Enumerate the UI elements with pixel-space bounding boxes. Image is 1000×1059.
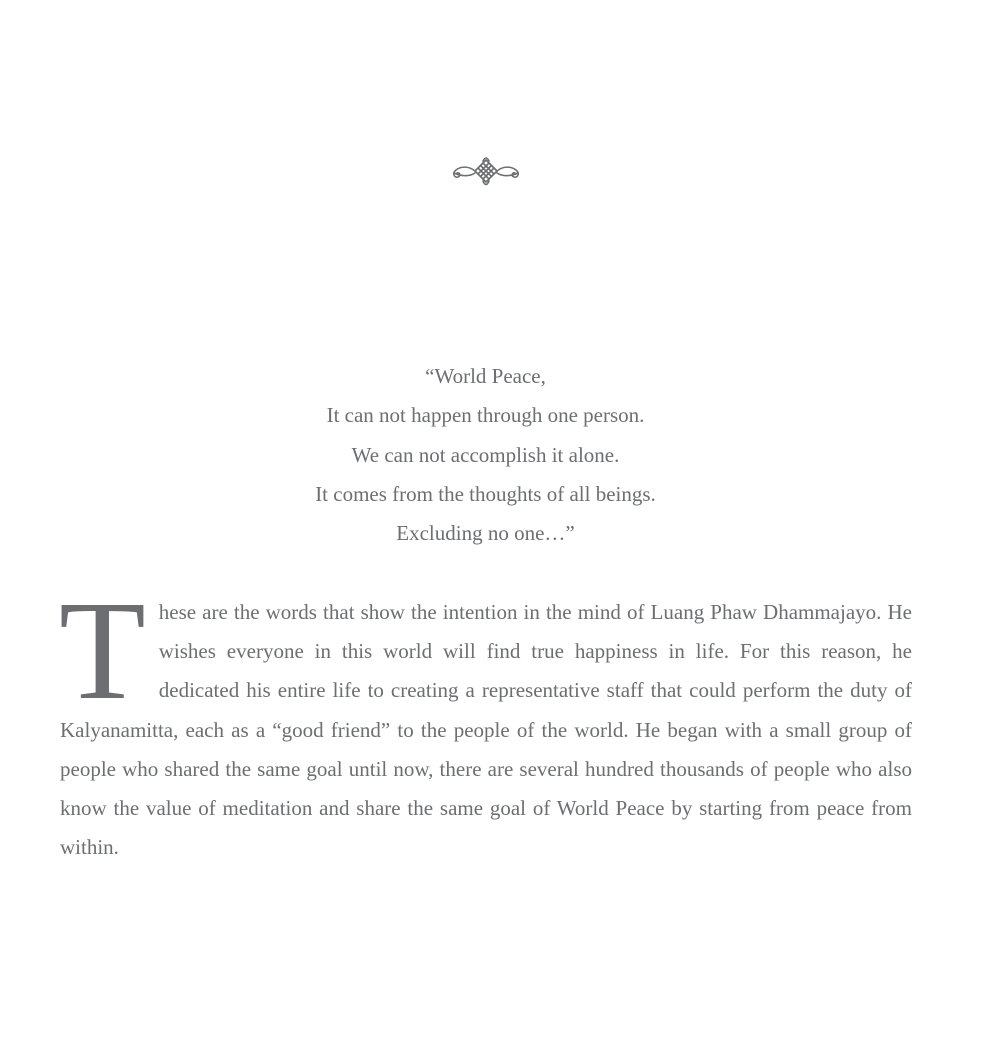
drop-cap: T bbox=[59, 571, 146, 729]
quote-line: It can not happen through one person. bbox=[326, 403, 645, 428]
endless-knot-flourish-icon bbox=[445, 152, 527, 198]
paragraph-text: hese are the words that show the intention in the mind of Luang Phaw Dhammajayo. He wishes everyone in this world will find true happiness in life. For this reason, he dedicated his entire life to creating a representative staff that could perform the duty of Kalyanamitta, each as a “good friend” to the people of the world. He began with a small group of people who shared the same goal until now, there are several hundred thousands of people who also know the value of meditation and share the same goal of World Peace by starting from peace from within. bbox=[60, 600, 912, 860]
body-paragraph bbox=[59, 571, 912, 867]
quote-block bbox=[0, 357, 971, 553]
quote-line: Excluding no one…” bbox=[396, 521, 575, 546]
quote-line: “World Peace, bbox=[425, 364, 546, 388]
quote-line: We can not accomplish it alone. bbox=[351, 442, 620, 467]
quote-line: It comes from the thoughts of all beings. bbox=[315, 481, 656, 506]
